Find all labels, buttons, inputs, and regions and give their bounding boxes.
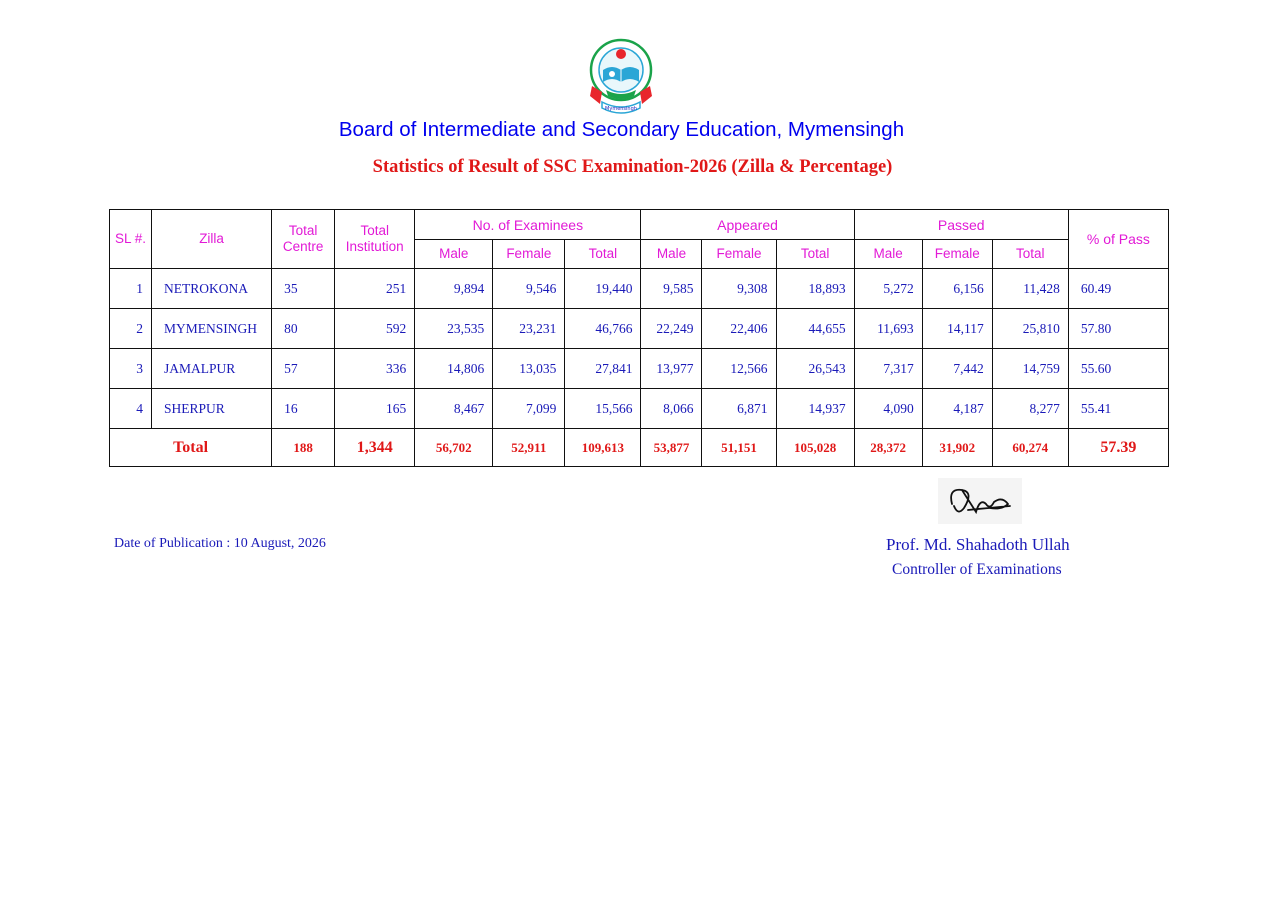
- cell-pa-female: 14,117: [922, 309, 992, 349]
- cell-ex-female: 9,546: [493, 269, 565, 309]
- total-ap-female: 51,151: [702, 429, 776, 467]
- cell-ex-total: 15,566: [565, 389, 641, 429]
- header-pa-male: Male: [854, 240, 922, 269]
- cell-pct: 60.49: [1068, 269, 1168, 309]
- cell-pa-female: 4,187: [922, 389, 992, 429]
- cell-ex-total: 46,766: [565, 309, 641, 349]
- cell-pa-male: 5,272: [854, 269, 922, 309]
- total-pct: 57.39: [1068, 429, 1168, 467]
- cell-pct: 57.80: [1068, 309, 1168, 349]
- table-row: [110, 349, 1169, 389]
- cell-ex-male: 8,467: [415, 389, 493, 429]
- cell-zilla: MYMENSINGH: [152, 309, 272, 349]
- header-total-centre: Total Centre: [272, 210, 335, 269]
- header-appeared: Appeared: [641, 210, 854, 240]
- cell-ex-female: 23,231: [493, 309, 565, 349]
- cell-ap-total: 44,655: [776, 309, 854, 349]
- header-pa-female: Female: [922, 240, 992, 269]
- header-passed: Passed: [854, 210, 1068, 240]
- header-ex-total: Total: [565, 240, 641, 269]
- cell-ap-total: 26,543: [776, 349, 854, 389]
- cell-pa-female: 7,442: [922, 349, 992, 389]
- cell-institution: 336: [335, 349, 415, 389]
- cell-pa-male: 7,317: [854, 349, 922, 389]
- cell-zilla: JAMALPUR: [152, 349, 272, 389]
- cell-ex-male: 9,894: [415, 269, 493, 309]
- cell-sl: 3: [110, 349, 152, 389]
- cell-ex-total: 27,841: [565, 349, 641, 389]
- cell-institution: 592: [335, 309, 415, 349]
- total-ap-total: 105,028: [776, 429, 854, 467]
- cell-ex-female: 7,099: [493, 389, 565, 429]
- header-examinees: No. of Examinees: [415, 210, 641, 240]
- logo-caption: Mymensingh: [605, 106, 637, 112]
- cell-pct: 55.60: [1068, 349, 1168, 389]
- cell-pa-male: 4,090: [854, 389, 922, 429]
- total-institution: 1,344: [335, 429, 415, 467]
- header-ap-female: Female: [702, 240, 776, 269]
- header-pa-total: Total: [992, 240, 1068, 269]
- cell-pa-total: 8,277: [992, 389, 1068, 429]
- cell-pa-total: 25,810: [992, 309, 1068, 349]
- cell-ex-male: 23,535: [415, 309, 493, 349]
- cell-centre: 35: [272, 269, 335, 309]
- result-statistics-table: [109, 209, 1169, 467]
- cell-ex-total: 19,440: [565, 269, 641, 309]
- cell-ap-male: 8,066: [641, 389, 702, 429]
- total-ap-male: 53,877: [641, 429, 702, 467]
- cell-ap-male: 13,977: [641, 349, 702, 389]
- report-subtitle: Statistics of Result of SSC Examination-2026 (Zilla & Percentage): [372, 157, 893, 177]
- cell-pa-male: 11,693: [854, 309, 922, 349]
- board-title: Board of Intermediate and Secondary Education, Mymensingh: [338, 118, 905, 141]
- cell-zilla: SHERPUR: [152, 389, 272, 429]
- cell-ex-female: 13,035: [493, 349, 565, 389]
- total-centre: 188: [272, 429, 335, 467]
- header-sl: SL #.: [110, 210, 152, 269]
- publication-date: Date of Publication : 10 August, 2026: [114, 536, 326, 551]
- total-pa-male: 28,372: [854, 429, 922, 467]
- header-ex-female: Female: [493, 240, 565, 269]
- signatory-name: Prof. Md. Shahadoth Ullah: [886, 535, 1070, 554]
- total-row: [110, 429, 1169, 467]
- cell-ap-total: 14,937: [776, 389, 854, 429]
- cell-institution: 251: [335, 269, 415, 309]
- cell-institution: 165: [335, 389, 415, 429]
- cell-ap-female: 9,308: [702, 269, 776, 309]
- cell-centre: 57: [272, 349, 335, 389]
- table-row: [110, 389, 1169, 429]
- cell-pa-female: 6,156: [922, 269, 992, 309]
- cell-ex-male: 14,806: [415, 349, 493, 389]
- header-ap-male: Male: [641, 240, 702, 269]
- total-pa-female: 31,902: [922, 429, 992, 467]
- total-label: Total: [110, 429, 272, 467]
- cell-ap-male: 9,585: [641, 269, 702, 309]
- header-ap-total: Total: [776, 240, 854, 269]
- cell-pa-total: 14,759: [992, 349, 1068, 389]
- cell-centre: 80: [272, 309, 335, 349]
- cell-ap-female: 12,566: [702, 349, 776, 389]
- total-pa-total: 60,274: [992, 429, 1068, 467]
- cell-zilla: NETROKONA: [152, 269, 272, 309]
- cell-pa-total: 11,428: [992, 269, 1068, 309]
- header-zilla: Zilla: [152, 210, 272, 269]
- total-ex-female: 52,911: [493, 429, 565, 467]
- total-ex-total: 109,613: [565, 429, 641, 467]
- signatory-title: Controller of Examinations: [892, 561, 1062, 578]
- table-row: [110, 309, 1169, 349]
- cell-pct: 55.41: [1068, 389, 1168, 429]
- cell-centre: 16: [272, 389, 335, 429]
- cell-ap-total: 18,893: [776, 269, 854, 309]
- cell-sl: 4: [110, 389, 152, 429]
- cell-sl: 1: [110, 269, 152, 309]
- header-pct-pass: % of Pass: [1068, 210, 1168, 269]
- board-seal-icon: [588, 36, 654, 118]
- cell-ap-female: 6,871: [702, 389, 776, 429]
- header-ex-male: Male: [415, 240, 493, 269]
- signature-icon: [938, 478, 1022, 524]
- table-row: [110, 269, 1169, 309]
- cell-ap-male: 22,249: [641, 309, 702, 349]
- cell-ap-female: 22,406: [702, 309, 776, 349]
- cell-sl: 2: [110, 309, 152, 349]
- total-ex-male: 56,702: [415, 429, 493, 467]
- header-total-institution: Total Institution: [335, 210, 415, 269]
